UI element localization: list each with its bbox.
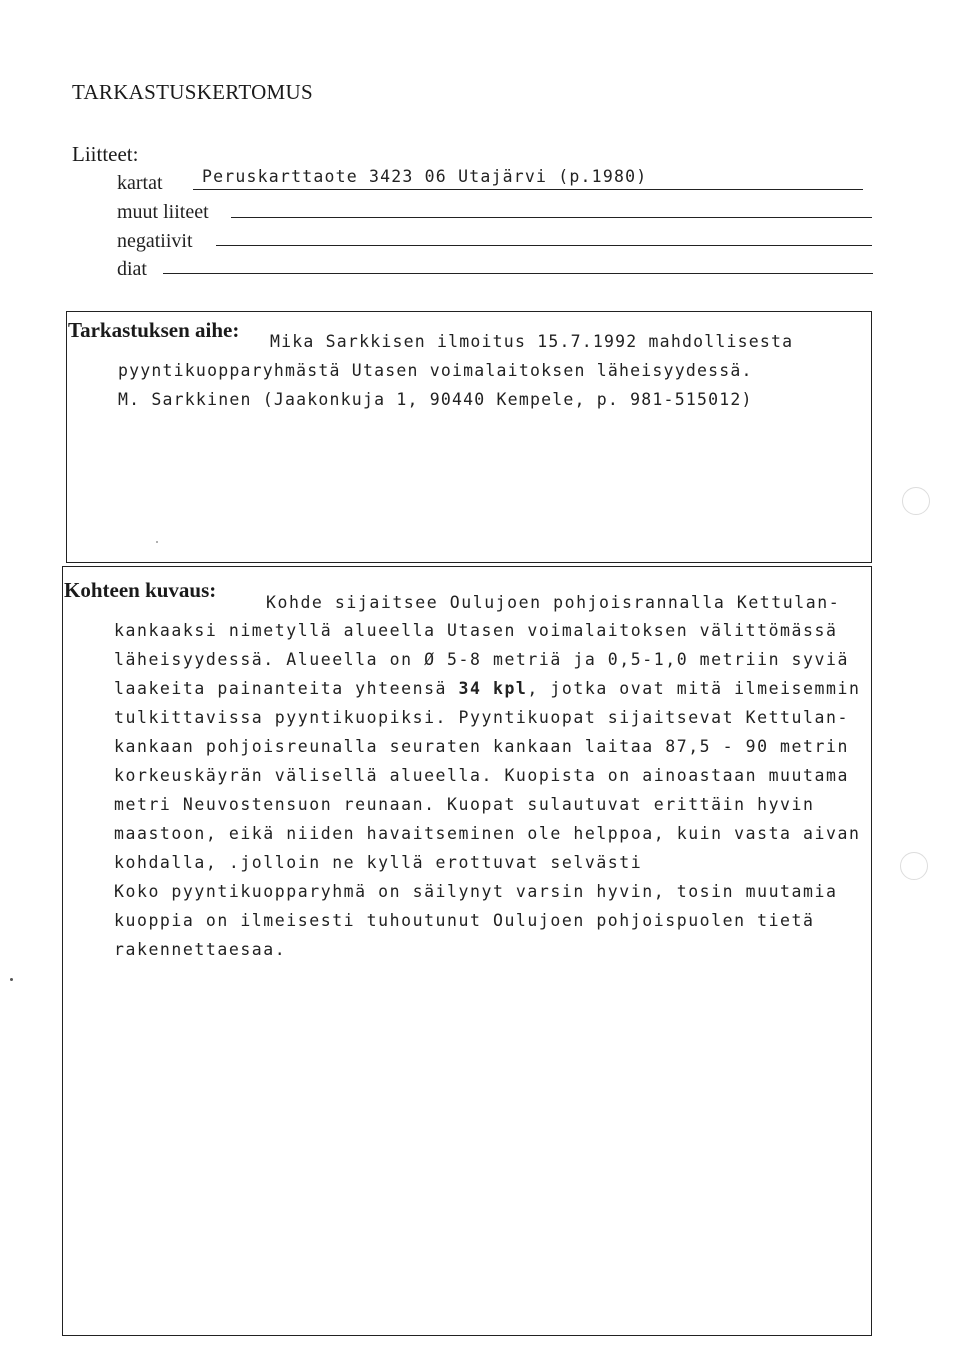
description-line-4-start: laakeita painanteita yhteensä bbox=[114, 679, 459, 698]
muut-liiteet-label: muut liiteet bbox=[117, 201, 209, 223]
attachments-heading: Liitteet: bbox=[72, 142, 139, 166]
description-line-4-end: , jotka ovat mitä ilmeisemmin bbox=[527, 679, 861, 698]
description-line-3: läheisyydessä. Alueella on Ø 5-8 metriä ja 0,5-1,0 metriin syviä bbox=[114, 650, 849, 669]
description-line-4 bbox=[114, 679, 860, 698]
subject-line-1: Mika Sarkkisen ilmoitus 15.7.1992 mahdollisesta bbox=[270, 332, 794, 351]
subject-line-3: M. Sarkkinen (Jaakonkuja 1, 90440 Kempele, p. 981-515012) bbox=[118, 390, 753, 409]
pit-count: 34 kpl bbox=[458, 679, 528, 698]
punch-hole bbox=[900, 852, 928, 880]
description-line-7: korkeuskäyrän välisellä alueella. Kuopista on ainoastaan muutama bbox=[114, 766, 849, 785]
description-line-1: Kohde sijaitsee Oulujoen pohjoisrannalla Kettulan- bbox=[266, 593, 841, 612]
description-line-10: kohdalla, .jolloin ne kyllä erottuvat selvästi bbox=[114, 853, 643, 872]
negatiivit-underline bbox=[216, 245, 872, 246]
negatiivit-label: negatiivit bbox=[117, 230, 193, 252]
kartat-label: kartat bbox=[117, 172, 163, 194]
document-title: TARKASTUSKERTOMUS bbox=[72, 80, 313, 104]
description-line-13: rakennettaesaa. bbox=[114, 940, 287, 959]
description-line-11: Koko pyyntikuopparyhmä on säilynyt varsin hyvin, tosin muutamia bbox=[114, 882, 838, 901]
kartat-underline bbox=[193, 189, 863, 190]
diat-label: diat bbox=[117, 258, 147, 280]
description-line-6: kankaan pohjoisreunalla seuraten kankaan laitaa 87,5 - 90 metrin bbox=[114, 737, 849, 756]
punch-hole bbox=[902, 487, 930, 515]
description-line-5: tulkittavissa pyyntikuopiksi. Pyyntikuopat sijaitsevat Kettulan- bbox=[114, 708, 849, 727]
scan-speck bbox=[10, 978, 13, 981]
muut-liiteet-underline bbox=[231, 217, 872, 218]
subject-line-2: pyyntikuopparyhmästä Utasen voimalaitoksen läheisyydessä. bbox=[118, 361, 753, 380]
kartat-value: Peruskarttaote 3423 06 Utajärvi (p.1980) bbox=[202, 167, 648, 186]
description-line-2: kankaaksi nimetyllä alueella Utasen voimalaitoksen välittömässä bbox=[114, 621, 838, 640]
subject-heading: Tarkastuksen aihe: bbox=[68, 318, 243, 343]
description-heading: Kohteen kuvaus: bbox=[64, 578, 220, 603]
diat-underline bbox=[163, 273, 873, 274]
description-line-8: metri Neuvostensuon reunaan. Kuopat sulautuvat erittäin hyvin bbox=[114, 795, 815, 814]
description-line-12: kuoppia on ilmeisesti tuhoutunut Oulujoen pohjoispuolen tietä bbox=[114, 911, 815, 930]
scan-speck bbox=[156, 541, 158, 543]
description-line-9: maastoon, eikä niiden havaitseminen ole helppoa, kuin vasta aivan bbox=[114, 824, 861, 843]
